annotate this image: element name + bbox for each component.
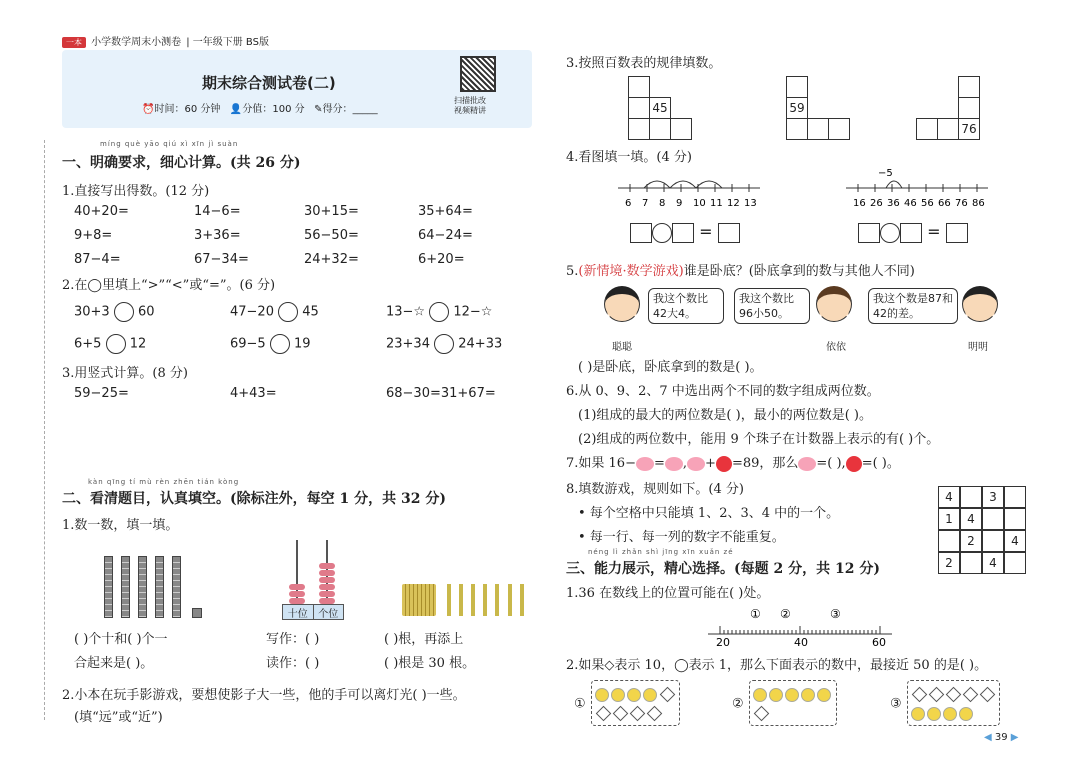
sticks-answer-2: ( )根是 30 根。 bbox=[384, 656, 476, 671]
s3-q2: 2.如果◇表示 10，◯表示 1，那么下面表示的数中，最接近 50 的是( )。 bbox=[566, 658, 988, 673]
calc-item: 30+15= bbox=[304, 204, 359, 219]
write-as: 写作：( ) bbox=[266, 632, 320, 647]
sec2-q2-note: (填“远”或“近”) bbox=[74, 710, 163, 725]
r-q8: 8.填数游戏，规则如下。(4 分) bbox=[566, 482, 744, 497]
sec2-title: 二、看清题目，认真填空。(除标注外，每空 1 分，共 32 分) bbox=[62, 491, 446, 507]
q4-equation-1: = bbox=[630, 222, 740, 243]
series-name: 小学数学周末小测卷 bbox=[91, 37, 182, 48]
number-line-1 bbox=[614, 166, 764, 210]
calc-item: 6+20= bbox=[418, 252, 465, 267]
sudoku-cell: 4 bbox=[938, 486, 960, 508]
compare-item: 23+34 24+33 bbox=[386, 334, 502, 354]
compare-item: 69−5 19 bbox=[230, 334, 311, 354]
sudoku-cell: 3 bbox=[982, 486, 1004, 508]
vertical-calc-1: 59−25= bbox=[74, 386, 129, 401]
bubble-congcong: 我这个数比42大4。 bbox=[648, 288, 724, 324]
option-3[interactable]: ③ bbox=[890, 680, 1000, 726]
calc-item: 40+20= bbox=[74, 204, 129, 219]
sec1-title: 一、明确要求，细心计算。(共 26 分) bbox=[62, 155, 301, 171]
diamond-icon bbox=[659, 687, 675, 703]
answer-circle[interactable] bbox=[278, 302, 298, 322]
sec1-q2: 2.在◯里填上“>”“<”或“=”。(6 分) bbox=[62, 278, 276, 293]
sticks-answer-1: ( )根，再添上 bbox=[384, 632, 464, 647]
page-number: ◀ 39 ▶ bbox=[984, 732, 1019, 743]
calc-item: 9+8= bbox=[74, 228, 113, 243]
series-badge: 一本 bbox=[62, 37, 86, 48]
sudoku-cell: 4 bbox=[960, 508, 982, 530]
r-q8-rule2: • 每一行、每一列的数字不能重复。 bbox=[578, 530, 785, 545]
sec2-q1: 1.数一数，填一填。 bbox=[62, 518, 179, 533]
tick-label: 9 bbox=[676, 198, 683, 209]
sudoku-cell: 2 bbox=[938, 552, 960, 574]
bubble-yiyi: 我这个数比96小50。 bbox=[734, 288, 810, 324]
peach-icon bbox=[636, 457, 654, 471]
sudoku-cell[interactable] bbox=[982, 508, 1004, 530]
blocks-answer-2: 合起来是( )。 bbox=[74, 656, 154, 671]
sudoku-cell[interactable] bbox=[938, 530, 960, 552]
option-1[interactable]: ① bbox=[574, 680, 680, 726]
tick-label: 11 bbox=[710, 198, 723, 209]
series-header: 一本 小学数学周末小测卷 | 一年级下册 BS版 bbox=[62, 30, 269, 49]
sticks-figure bbox=[402, 584, 524, 620]
tick-label: 26 bbox=[870, 198, 883, 209]
s3-number-line bbox=[700, 604, 900, 650]
nl-label-20: 20 bbox=[716, 636, 730, 649]
score-icon: 👤 bbox=[229, 104, 243, 115]
time-info: ⏰时间：60 分钟 👤分值：100 分 ✎得分：_____ bbox=[142, 104, 378, 115]
tick-label: 12 bbox=[727, 198, 740, 209]
mark-1: ① bbox=[750, 607, 761, 621]
calc-item: 64−24= bbox=[418, 228, 473, 243]
abacus bbox=[282, 540, 344, 622]
base-ten-blocks bbox=[104, 556, 202, 622]
abacus-tens-label: 十位 bbox=[283, 605, 314, 619]
r-q4: 4.看图填一填。(4 分) bbox=[566, 150, 692, 165]
number-line-2 bbox=[842, 166, 992, 210]
calc-item: 67−34= bbox=[194, 252, 249, 267]
r-q5: 5.(新情境·数学游戏)谁是卧底？(卧底拿到的数与其他人不同) bbox=[566, 264, 915, 279]
r-q8-rule1: • 每个空格中只能填 1、2、3、4 中的一个。 bbox=[578, 506, 840, 521]
r-q6: 6.从 0、9、2、7 中选出两个不同的数字组成两位数。 bbox=[566, 384, 880, 399]
sudoku-cell: 2 bbox=[960, 530, 982, 552]
answer-circle[interactable] bbox=[434, 334, 454, 354]
qr-caption: 扫描批改 视频精讲 bbox=[454, 96, 486, 115]
edition: 一年级下册 BS版 bbox=[192, 37, 269, 48]
tick-label: 16 bbox=[853, 198, 866, 209]
mark-2: ② bbox=[780, 607, 791, 621]
sec3-pinyin: néng lì zhǎn shì jīng xīn xuǎn zé bbox=[588, 548, 734, 556]
tick-label: 66 bbox=[938, 198, 951, 209]
tick-label: 76 bbox=[955, 198, 968, 209]
bubble-mingming: 我这个数是87和42的差。 bbox=[868, 288, 958, 324]
r-q6-1: (1)组成的最大的两位数是( )，最小的两位数是( )。 bbox=[578, 408, 872, 423]
answer-circle[interactable] bbox=[270, 334, 290, 354]
r-q6-2: (2)组成的两位数中，能用 9 个珠子在计数器上表示的有( )个。 bbox=[578, 432, 940, 447]
pen-icon: ✎ bbox=[314, 104, 323, 115]
abacus-ones-label: 个位 bbox=[318, 609, 339, 620]
sudoku-cell[interactable] bbox=[982, 530, 1004, 552]
answer-circle[interactable] bbox=[114, 302, 134, 322]
clock-icon: ⏰ bbox=[142, 104, 155, 115]
nl2-jump-label: −5 bbox=[878, 168, 893, 179]
read-as: 读作：( ) bbox=[266, 656, 320, 671]
q4-equation-2: = bbox=[858, 222, 968, 243]
answer-circle[interactable] bbox=[106, 334, 126, 354]
tick-label: 36 bbox=[887, 198, 900, 209]
compare-item: 13−☆ 12−☆ bbox=[386, 302, 492, 322]
tick-label: 10 bbox=[693, 198, 706, 209]
calc-item: 14−6= bbox=[194, 204, 241, 219]
sec1-pinyin: míng què yāo qiú xì xīn jì suàn bbox=[100, 140, 239, 148]
r-q7: 7.如果 16− = , + =89，那么 =( ), =( )。 bbox=[566, 456, 900, 471]
sudoku-cell: 4 bbox=[982, 552, 1004, 574]
q5-answer: ( )是卧底，卧底拿到的数是( )。 bbox=[578, 360, 763, 375]
name-congcong: 聪聪 bbox=[612, 342, 632, 353]
nl-label-40: 40 bbox=[794, 636, 808, 649]
tick-label: 13 bbox=[744, 198, 757, 209]
name-yiyi: 依依 bbox=[826, 342, 846, 353]
vertical-calc-3: 68−30=31+67= bbox=[386, 386, 496, 401]
blocks-answer-1: ( )个十和( )个一 bbox=[74, 632, 168, 647]
sec2-pinyin: kàn qīng tí mù rèn zhēn tián kòng bbox=[88, 478, 240, 486]
sec3-title: 三、能力展示，精心选择。(每题 2 分，共 12 分) bbox=[566, 561, 880, 577]
calc-item: 56−50= bbox=[304, 228, 359, 243]
sudoku-cell: 4 bbox=[1004, 530, 1026, 552]
compare-item: 6+5 12 bbox=[74, 334, 146, 354]
compare-item: 30+3 60 bbox=[74, 302, 155, 322]
name-mingming: 明明 bbox=[968, 342, 988, 353]
sudoku-cell: 1 bbox=[938, 508, 960, 530]
tick-label: 7 bbox=[642, 198, 649, 209]
title-bar bbox=[62, 50, 532, 128]
sudoku-cell[interactable] bbox=[1004, 552, 1026, 574]
option-2[interactable]: ② bbox=[732, 680, 837, 726]
calc-item: 87−4= bbox=[74, 252, 121, 267]
mark-3: ③ bbox=[830, 607, 841, 621]
calc-item: 35+64= bbox=[418, 204, 473, 219]
calc-item: 24+32= bbox=[304, 252, 359, 267]
sudoku-cell[interactable] bbox=[960, 552, 982, 574]
sudoku-cell[interactable] bbox=[1004, 508, 1026, 530]
compare-item: 47−20 45 bbox=[230, 302, 319, 322]
tick-label: 46 bbox=[904, 198, 917, 209]
nl-label-60: 60 bbox=[872, 636, 886, 649]
sec1-q3: 3.用竖式计算。(8 分) bbox=[62, 366, 188, 381]
tick-label: 6 bbox=[625, 198, 632, 209]
apple-icon bbox=[716, 456, 732, 472]
vertical-calc-2: 4+43= bbox=[230, 386, 277, 401]
calc-item: 3+36= bbox=[194, 228, 241, 243]
sudoku-grid bbox=[938, 486, 1026, 574]
s3-q1: 1.36 在数线上的位置可能在( )处。 bbox=[566, 586, 770, 601]
sudoku-cell[interactable] bbox=[960, 486, 982, 508]
sec1-q1: 1.直接写出得数。(12 分) bbox=[62, 184, 210, 199]
peach-icon bbox=[665, 457, 683, 471]
page-title: 期末综合测试卷(二) bbox=[202, 74, 336, 92]
sudoku-cell[interactable] bbox=[1004, 486, 1026, 508]
answer-circle[interactable] bbox=[429, 302, 449, 322]
apple-icon bbox=[846, 456, 862, 472]
binding-line bbox=[44, 140, 45, 720]
tick-label: 56 bbox=[921, 198, 934, 209]
r-q3: 3.按照百数表的规律填数。 bbox=[566, 56, 722, 71]
boy-mingming-avatar bbox=[962, 286, 1002, 330]
girl-yiyi-avatar bbox=[816, 286, 856, 330]
sec2-q2: 2.小本在玩手影游戏，要想使影子大一些，他的手可以离灯光( )一些。 bbox=[62, 688, 466, 703]
peach-icon bbox=[798, 457, 816, 471]
qr-code-icon[interactable] bbox=[460, 56, 496, 92]
peach-icon bbox=[687, 457, 705, 471]
tick-label: 8 bbox=[659, 198, 666, 209]
tick-label: 86 bbox=[972, 198, 985, 209]
boy-congcong-avatar bbox=[604, 286, 644, 330]
